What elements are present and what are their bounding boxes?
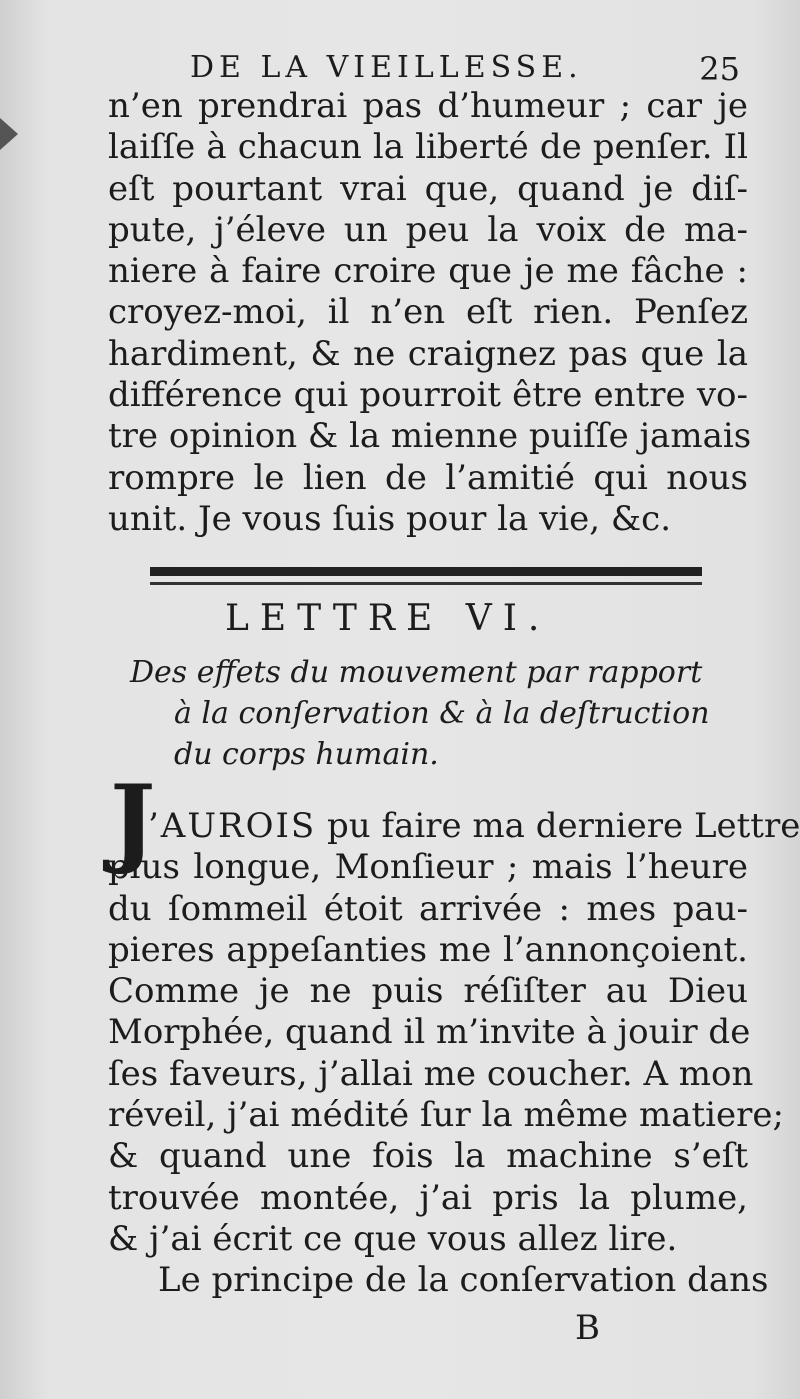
page-number: 25 (699, 50, 740, 88)
text-line: niere à faire croire que je me fâche : (108, 251, 748, 292)
text-line: eſt pourtant vrai que, quand je diſ- (108, 168, 748, 209)
section-divider-thick (150, 567, 702, 576)
subtitle-line: à la conſervation & à la deſtruction (174, 696, 710, 731)
text-line: plus longue, Monſieur ; mais l’heure (108, 847, 748, 888)
margin-mark (0, 118, 18, 150)
subtitle-line: Des effets du mouvement par rapport (130, 655, 703, 690)
text-line: Comme je ne puis réſiſter au Dieu (108, 971, 748, 1012)
text-line: pute, j’éleve un peu la voix de ma- (108, 209, 748, 250)
opening-word: ’AUROIS (148, 806, 317, 846)
running-title: DE LA VIEILLESSE. (190, 50, 583, 85)
text-line: hardiment, & ne craignez pas que la (108, 333, 748, 374)
page-header (190, 50, 750, 90)
letter-body (108, 806, 800, 1302)
text-line: du ſommeil étoit arrivée : mes pau- (108, 888, 748, 929)
text-line: croyez-moi, il n’en eſt rien. Penſez (108, 292, 748, 333)
text-line: tre opinion & la mienne puiſſe jamais (108, 416, 752, 457)
text-line: unit. Je vous ſuis pour la vie, &c. (108, 498, 672, 539)
text-line: & j’ai écrit ce que vous allez lire. (108, 1218, 678, 1259)
first-line-rest: pu faire ma derniere Lettre (316, 806, 800, 846)
text-line: & quand une fois la machine s’eſt (108, 1136, 748, 1177)
letter-title: LETTRE VI. (225, 598, 551, 639)
text-line: Morphée, quand il m’invite à jouir de (108, 1012, 751, 1053)
text-line: réveil, j’ai médité ſur la même matiere; (108, 1095, 784, 1136)
text-line: différence qui pourroit être entre vo- (108, 375, 748, 416)
text-line: laiſſe à chacun la liberté de penſer. Il (108, 127, 748, 168)
text-line: trouvée montée, j’ai pris la plume, (108, 1177, 748, 1218)
text-line: rompre le lien de l’amitié qui nous (108, 457, 748, 498)
drop-cap: J (110, 764, 156, 877)
text-line: ſes faveurs, j’allai me coucher. A mon (108, 1053, 754, 1094)
text-line: pieres appeſanties me l’annonçoient. (108, 929, 748, 970)
text-line: n’en prendrai pas d’humeur ; car je (108, 86, 748, 126)
signature-mark: B (575, 1308, 600, 1348)
text-line-first (148, 806, 800, 847)
subtitle-line: du corps humain. (174, 737, 439, 772)
section-divider-thin (150, 582, 702, 585)
paragraph-start-line: Le principe de la conſervation dans (158, 1260, 769, 1301)
body-text-continuation (108, 86, 752, 540)
letter-subtitle (130, 652, 750, 775)
